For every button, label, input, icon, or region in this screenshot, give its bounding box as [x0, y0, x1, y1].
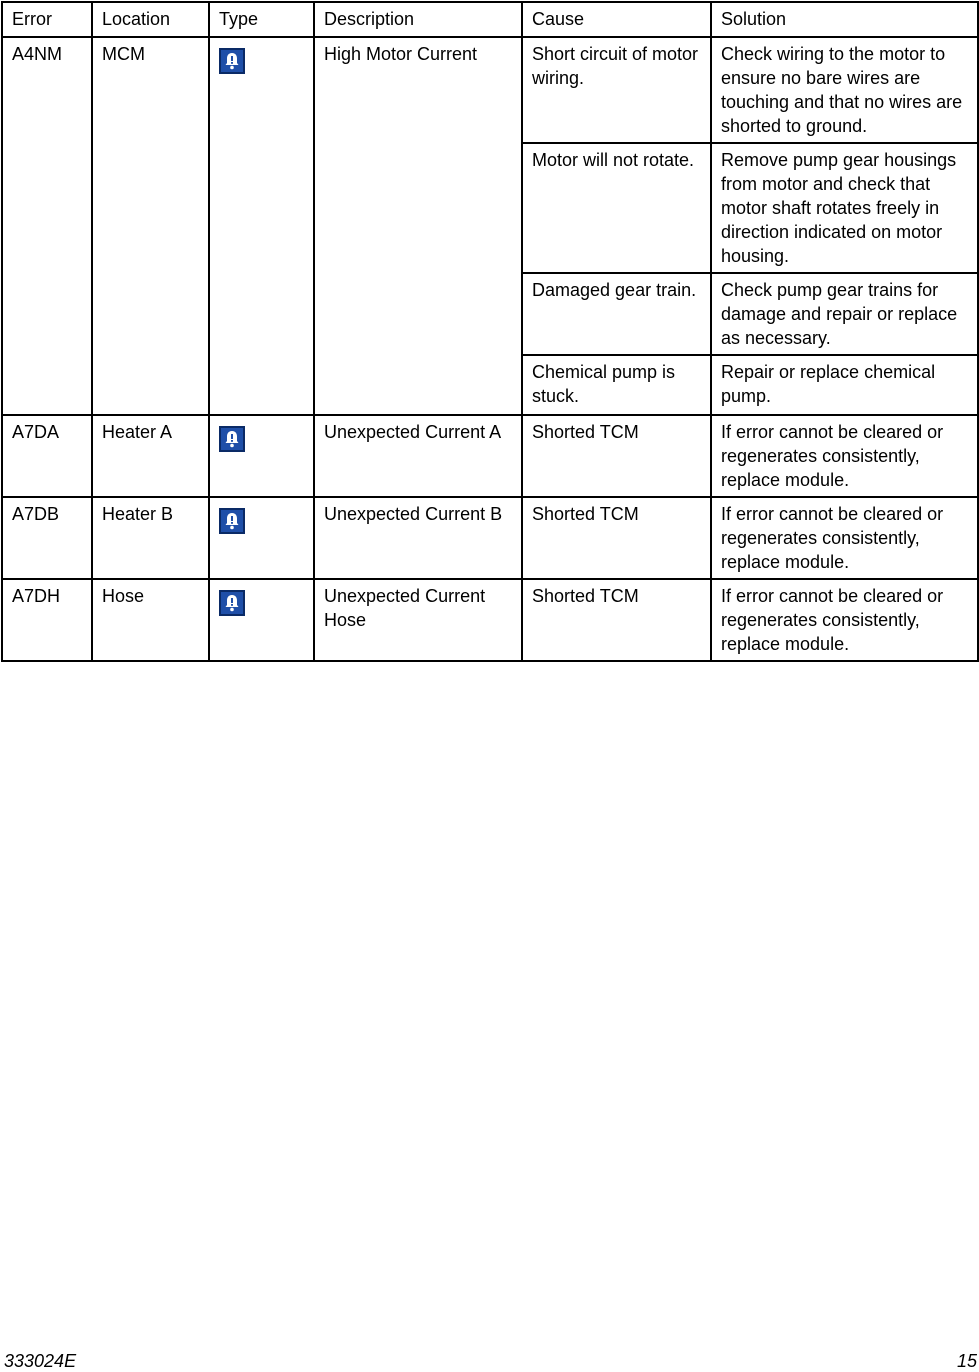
alarm-bell-icon [219, 590, 245, 616]
header-location: Location [92, 2, 209, 37]
solution: If error cannot be cleared or regenerates consistently, replace module. [711, 579, 978, 661]
cause: Shorted TCM [522, 579, 711, 661]
table-row [2, 497, 978, 579]
solution: If error cannot be cleared or regenerates consistently, replace module. [711, 415, 978, 497]
solution: Check wiring to the motor to ensure no bare wires are touching and that no wires are shorted to ground. [711, 37, 978, 143]
error-code: A4NM [2, 37, 92, 415]
header-description: Description [314, 2, 522, 37]
cause: Shorted TCM [522, 415, 711, 497]
header-error: Error [2, 2, 92, 37]
table-row [2, 579, 978, 661]
document-number: 333024E [4, 1351, 77, 1371]
error-code: A7DH [2, 579, 92, 661]
description: Unexpected Current A [314, 415, 522, 497]
description: Unexpected Current B [314, 497, 522, 579]
cause: Chemical pump is stuck. [522, 355, 711, 415]
solution: Check pump gear trains for damage and repair or replace as necessary. [711, 273, 978, 355]
cause: Shorted TCM [522, 497, 711, 579]
table-row [2, 37, 978, 143]
location: Hose [92, 579, 209, 661]
location: Heater B [92, 497, 209, 579]
description: High Motor Current [314, 37, 522, 415]
cause: Short circuit of motor wiring. [522, 37, 711, 143]
header-cause: Cause [522, 2, 711, 37]
type-cell [209, 579, 314, 661]
cause: Motor will not rotate. [522, 143, 711, 273]
location: MCM [92, 37, 209, 415]
cause: Damaged gear train. [522, 273, 711, 355]
alarm-bell-icon [219, 426, 245, 452]
error-code: A7DA [2, 415, 92, 497]
error-code: A7DB [2, 497, 92, 579]
solution: Remove pump gear housings from motor and check that motor shaft rotates freely in direction indicated on motor housing. [711, 143, 978, 273]
description: Unexpected Current Hose [314, 579, 522, 661]
table-row [2, 415, 978, 497]
header-row [2, 2, 978, 37]
solution: Repair or replace chemical pump. [711, 355, 978, 415]
alarm-bell-icon [219, 508, 245, 534]
page-number: 15 [956, 1351, 977, 1371]
error-code-table [1, 1, 979, 662]
type-cell [209, 497, 314, 579]
header-type: Type [209, 2, 314, 37]
solution: If error cannot be cleared or regenerates consistently, replace module. [711, 497, 978, 579]
alarm-bell-icon [219, 48, 245, 74]
header-solution: Solution [711, 2, 978, 37]
type-cell [209, 37, 314, 415]
location: Heater A [92, 415, 209, 497]
type-cell [209, 415, 314, 497]
